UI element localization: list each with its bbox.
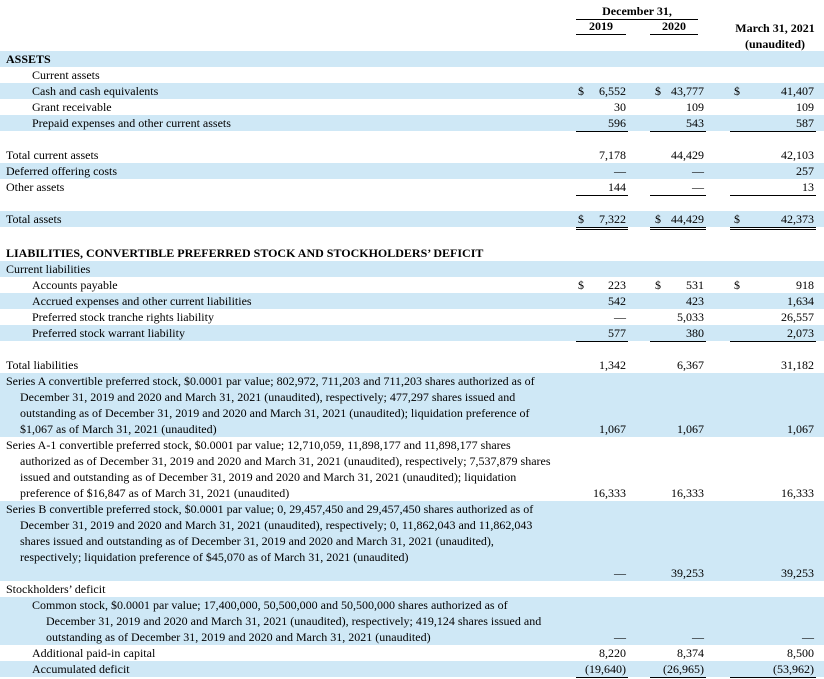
value-2021: — bbox=[802, 630, 814, 644]
row-label: Series A-1 convertible preferred stock, $0.0001 par value; 12,710,059, 11,898,177 and 11,898,177 shares authorized as of December 31, 2019 and 2020 and March 31, 2021 (unaudited), respectively; 7,537,879 shares issued and outstanding as of December 31, 2019 and 2020 and March 31, 2021 (unaudited); liquidation preference of $16,847 as of March 31, 2021 (unaudited) bbox=[6, 438, 551, 500]
row-other-assets bbox=[0, 179, 824, 195]
subtotal-rule bbox=[576, 195, 628, 196]
value-2019: 30 bbox=[614, 100, 626, 114]
value-2021: 16,333 bbox=[781, 486, 814, 500]
row-label: Grant receivable bbox=[32, 100, 112, 114]
value-2019: 6,552 bbox=[599, 84, 626, 98]
row-total-current-assets bbox=[0, 147, 824, 163]
row-label: Series B convertible preferred stock, $0.0001 par value; 0, 29,457,450 and 29,457,450 shares authorized as of December 31, 2019 and 2020 and March 31, 2021 (unaudited), respectively; 0, 11,862,043 and 11,862,043 shares issued and outstanding as of December 31, 2019 and 2020 and March 31, 2021 (unaudited), respectively; liquidation preference of $45,070 as of March 31, 2021 (unaudited) bbox=[6, 502, 534, 564]
current-liabilities-heading: Current liabilities bbox=[6, 262, 91, 276]
current-assets-heading: Current assets bbox=[32, 68, 100, 82]
row-label: Total assets bbox=[6, 212, 62, 226]
value-2021: (53,962) bbox=[773, 662, 814, 676]
value-2021: 13 bbox=[802, 180, 814, 194]
row-total-liabilities bbox=[0, 357, 824, 373]
value-2019: 8,220 bbox=[599, 646, 626, 660]
value-2021: 1,634 bbox=[787, 294, 814, 308]
value-2019: 7,178 bbox=[599, 148, 626, 162]
value-2020: 8,374 bbox=[677, 646, 704, 660]
row-apic bbox=[0, 645, 824, 661]
subtotal-rule bbox=[576, 341, 628, 342]
subtotal-rule bbox=[576, 677, 628, 678]
value-2020: 423 bbox=[686, 294, 704, 308]
value-2020: — bbox=[692, 180, 704, 194]
row-series-a1 bbox=[0, 437, 824, 501]
row-label: Additional paid-in capital bbox=[32, 646, 156, 660]
stockholders-deficit-heading: Stockholders’ deficit bbox=[6, 582, 106, 596]
subtotal-rule bbox=[650, 341, 706, 342]
assets-heading: ASSETS bbox=[6, 52, 51, 66]
value-2021: 1,067 bbox=[787, 422, 814, 436]
value-2020: (26,965) bbox=[663, 662, 704, 676]
subtotal-rule bbox=[650, 677, 706, 678]
row-cash bbox=[0, 83, 824, 99]
subtotal-rule bbox=[730, 131, 816, 132]
row-label: Accumulated deficit bbox=[32, 662, 130, 676]
dollar-sign: $ bbox=[734, 84, 740, 98]
dollar-sign: $ bbox=[655, 212, 661, 226]
row-grant bbox=[0, 99, 824, 115]
dollar-sign: $ bbox=[655, 84, 661, 98]
liabilities-heading: LIABILITIES, CONVERTIBLE PREFERRED STOCK AND STOCKHOLDERS’ DEFICIT bbox=[6, 246, 484, 260]
row-label: Common stock, $0.0001 par value; 17,400,000, 50,500,000 and 50,500,000 shares authorized as of December 31, 2019 and 2020 and March 31, 2021 (unaudited), respectively; 419,124 shares issued and outstanding as of December 31, 2019 and 2020 and March 31, 2021 (unaudited) bbox=[32, 598, 542, 644]
row-label: Preferred stock tranche rights liability bbox=[32, 310, 214, 324]
value-2020: 44,429 bbox=[671, 148, 704, 162]
dollar-sign: $ bbox=[734, 278, 740, 292]
row-assets bbox=[0, 51, 824, 67]
value-2019: — bbox=[614, 566, 626, 580]
row-liabilities-heading bbox=[0, 245, 824, 261]
value-2021: 39,253 bbox=[781, 566, 814, 580]
value-2019: — bbox=[614, 630, 626, 644]
value-2021: 41,407 bbox=[781, 84, 814, 98]
value-2020: 39,253 bbox=[671, 566, 704, 580]
row-label: Total liabilities bbox=[6, 358, 79, 372]
value-2019: 223 bbox=[608, 278, 626, 292]
subtotal-rule bbox=[650, 131, 706, 132]
dollar-sign: $ bbox=[578, 84, 584, 98]
row-total-assets bbox=[0, 211, 824, 227]
value-2021: 2,073 bbox=[787, 326, 814, 340]
dollar-sign: $ bbox=[578, 278, 584, 292]
row-common-stock bbox=[0, 597, 824, 645]
header-unaudited: (unaudited) bbox=[744, 37, 806, 51]
value-2021: 42,373 bbox=[781, 212, 814, 226]
value-2019: 577 bbox=[608, 326, 626, 340]
value-2020: — bbox=[692, 630, 704, 644]
value-2019: 596 bbox=[608, 116, 626, 130]
value-2021: 31,182 bbox=[781, 358, 814, 372]
header-year-2019: 2019 bbox=[589, 19, 613, 33]
subtotal-rule bbox=[730, 677, 816, 678]
dollar-sign: $ bbox=[734, 212, 740, 226]
value-2021: 257 bbox=[796, 164, 814, 178]
row-label: Cash and cash equivalents bbox=[32, 84, 159, 98]
row-current-liabilities bbox=[0, 261, 824, 277]
row-label: Other assets bbox=[6, 180, 65, 194]
row-label: Total current assets bbox=[6, 148, 99, 162]
value-2021: 42,103 bbox=[781, 148, 814, 162]
dollar-sign: $ bbox=[578, 212, 584, 226]
value-2019: (19,640) bbox=[585, 662, 626, 676]
value-2021: 26,557 bbox=[781, 310, 814, 324]
row-accumulated-deficit bbox=[0, 661, 824, 677]
row-label: Prepaid expenses and other current assets bbox=[32, 116, 231, 130]
value-2019: 1,342 bbox=[599, 358, 626, 372]
value-2021: 8,500 bbox=[787, 646, 814, 660]
value-2020: 16,333 bbox=[671, 486, 704, 500]
value-2020: 43,777 bbox=[671, 84, 704, 98]
row-warrant-liability bbox=[0, 325, 824, 341]
header-year-2020: 2020 bbox=[662, 19, 686, 33]
row-prepaid bbox=[0, 115, 824, 131]
header-2019-rule bbox=[576, 34, 626, 35]
subtotal-rule bbox=[730, 341, 816, 342]
value-2021: 587 bbox=[796, 116, 814, 130]
header-march-31-2021: March 31, 2021 bbox=[735, 21, 815, 35]
subtotal-rule bbox=[650, 195, 706, 196]
value-2020: 1,067 bbox=[677, 422, 704, 436]
row-series-b bbox=[0, 501, 824, 581]
total-double-rule bbox=[650, 227, 706, 230]
value-2020: 531 bbox=[686, 278, 704, 292]
header-december-31: December 31, bbox=[602, 4, 672, 18]
value-2020: 5,033 bbox=[677, 310, 704, 324]
value-2019: 1,067 bbox=[599, 422, 626, 436]
row-tranche-rights bbox=[0, 309, 824, 325]
total-double-rule bbox=[576, 227, 628, 230]
row-label: Accounts payable bbox=[32, 278, 118, 292]
row-deferred-offering-costs bbox=[0, 163, 824, 179]
value-2020: 380 bbox=[686, 326, 704, 340]
dollar-sign: $ bbox=[655, 278, 661, 292]
value-2019: — bbox=[614, 310, 626, 324]
value-2020: 543 bbox=[686, 116, 704, 130]
value-2019: 7,322 bbox=[599, 212, 626, 226]
row-series-a bbox=[0, 373, 824, 437]
value-2020: 109 bbox=[686, 100, 704, 114]
value-2021: 918 bbox=[796, 278, 814, 292]
value-2020: 44,429 bbox=[671, 212, 704, 226]
row-accrued-expenses bbox=[0, 293, 824, 309]
value-2020: 6,367 bbox=[677, 358, 704, 372]
row-label: Series A convertible preferred stock, $0.0001 par value; 802,972, 711,203 and 711,203 shares authorized as of December 31, 2019 and 2020 and March 31, 2021 (unaudited), respectively; 477,297 shares issued and outstanding as of December 31, 2019 and 2020 and March 31, 2021 (unaudited); liquidation preference of $1,067 as of March 31, 2021 (unaudited) bbox=[6, 374, 535, 436]
value-2019: 542 bbox=[608, 294, 626, 308]
row-label: Accrued expenses and other current liabilities bbox=[32, 294, 252, 308]
row-stockholders-deficit bbox=[0, 581, 824, 597]
total-double-rule bbox=[730, 227, 816, 230]
subtotal-rule bbox=[576, 131, 628, 132]
value-2020: — bbox=[692, 164, 704, 178]
value-2019: 144 bbox=[608, 180, 626, 194]
header-2020-rule bbox=[650, 34, 698, 35]
subtotal-rule bbox=[730, 195, 816, 196]
row-current-assets bbox=[0, 67, 824, 83]
row-label: Preferred stock warrant liability bbox=[32, 326, 185, 340]
row-label: Deferred offering costs bbox=[6, 164, 118, 178]
value-2019: 16,333 bbox=[593, 486, 626, 500]
value-2019: — bbox=[614, 164, 626, 178]
value-2021: 109 bbox=[796, 100, 814, 114]
row-accounts-payable bbox=[0, 277, 824, 293]
